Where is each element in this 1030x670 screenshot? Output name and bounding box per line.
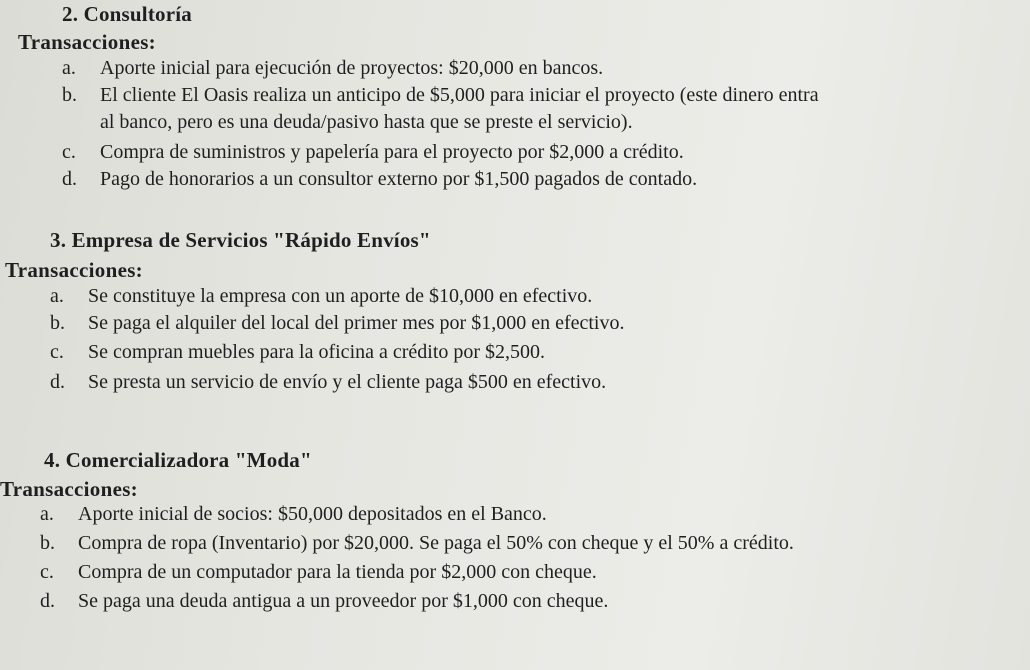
list-item (50, 312, 624, 335)
list-item (40, 561, 597, 584)
section-heading: 3. Empresa de Servicios "Rápido Envíos" (50, 228, 431, 252)
item-marker: d. (40, 590, 55, 612)
item-marker: c. (40, 561, 54, 583)
item-text: Aporte inicial para ejecución de proyectos: $20,000 en bancos. (100, 57, 604, 79)
list-item (50, 285, 592, 308)
item-marker: b. (40, 532, 55, 554)
item-marker: a. (50, 285, 64, 307)
item-text: Se constituye la empresa con un aporte de $10,000 en efectivo. (88, 285, 593, 307)
list-item (40, 532, 794, 555)
section-subheading: Transacciones: (0, 477, 138, 501)
item-text-continuation: al banco, pero es una deuda/pasivo hasta que se preste el servicio). (100, 111, 633, 133)
section-subheading: Transacciones: (18, 30, 156, 54)
item-text: Compra de suministros y papelería para el proyecto por $2,000 a crédito. (100, 141, 684, 163)
section-heading: 4. Comercializadora "Moda" (44, 448, 312, 472)
list-item (40, 503, 547, 526)
item-text: Aporte inicial de socios: $50,000 depositados en el Banco. (78, 503, 547, 525)
item-marker: b. (62, 84, 77, 106)
item-marker: a. (62, 57, 76, 79)
list-item (62, 57, 603, 80)
item-marker: a. (40, 503, 54, 525)
item-marker: d. (62, 168, 77, 190)
list-item (62, 84, 819, 134)
list-item (62, 141, 684, 164)
item-text: Pago de honorarios a un consultor externo por $1,500 pagados de contado. (100, 168, 698, 190)
item-text: Compra de un computador para la tienda por $2,000 con cheque. (78, 561, 597, 583)
item-marker: c. (50, 341, 64, 363)
item-text: Se compran muebles para la oficina a crédito por $2,500. (88, 341, 546, 363)
item-marker: c. (62, 141, 76, 163)
list-item (62, 168, 697, 191)
item-text: El cliente El Oasis realiza un anticipo de $5,000 para iniciar el proyecto (este dinero entra (100, 84, 819, 106)
list-item (40, 590, 608, 613)
item-text: Se paga el alquiler del local del primer mes por $1,000 en efectivo. (88, 312, 625, 334)
item-marker: d. (50, 371, 65, 393)
list-item (50, 371, 606, 394)
item-text: Se presta un servicio de envío y el cliente paga $500 en efectivo. (88, 371, 607, 393)
item-text: Se paga una deuda antigua a un proveedor por $1,000 con cheque. (78, 590, 609, 612)
section-subheading: Transacciones: (5, 258, 143, 282)
item-marker: b. (50, 312, 65, 334)
section-heading: 2. Consultoría (62, 2, 192, 26)
item-text: Compra de ropa (Inventario) por $20,000. Se paga el 50% con cheque y el 50% a crédito. (78, 532, 794, 554)
list-item (50, 341, 545, 364)
